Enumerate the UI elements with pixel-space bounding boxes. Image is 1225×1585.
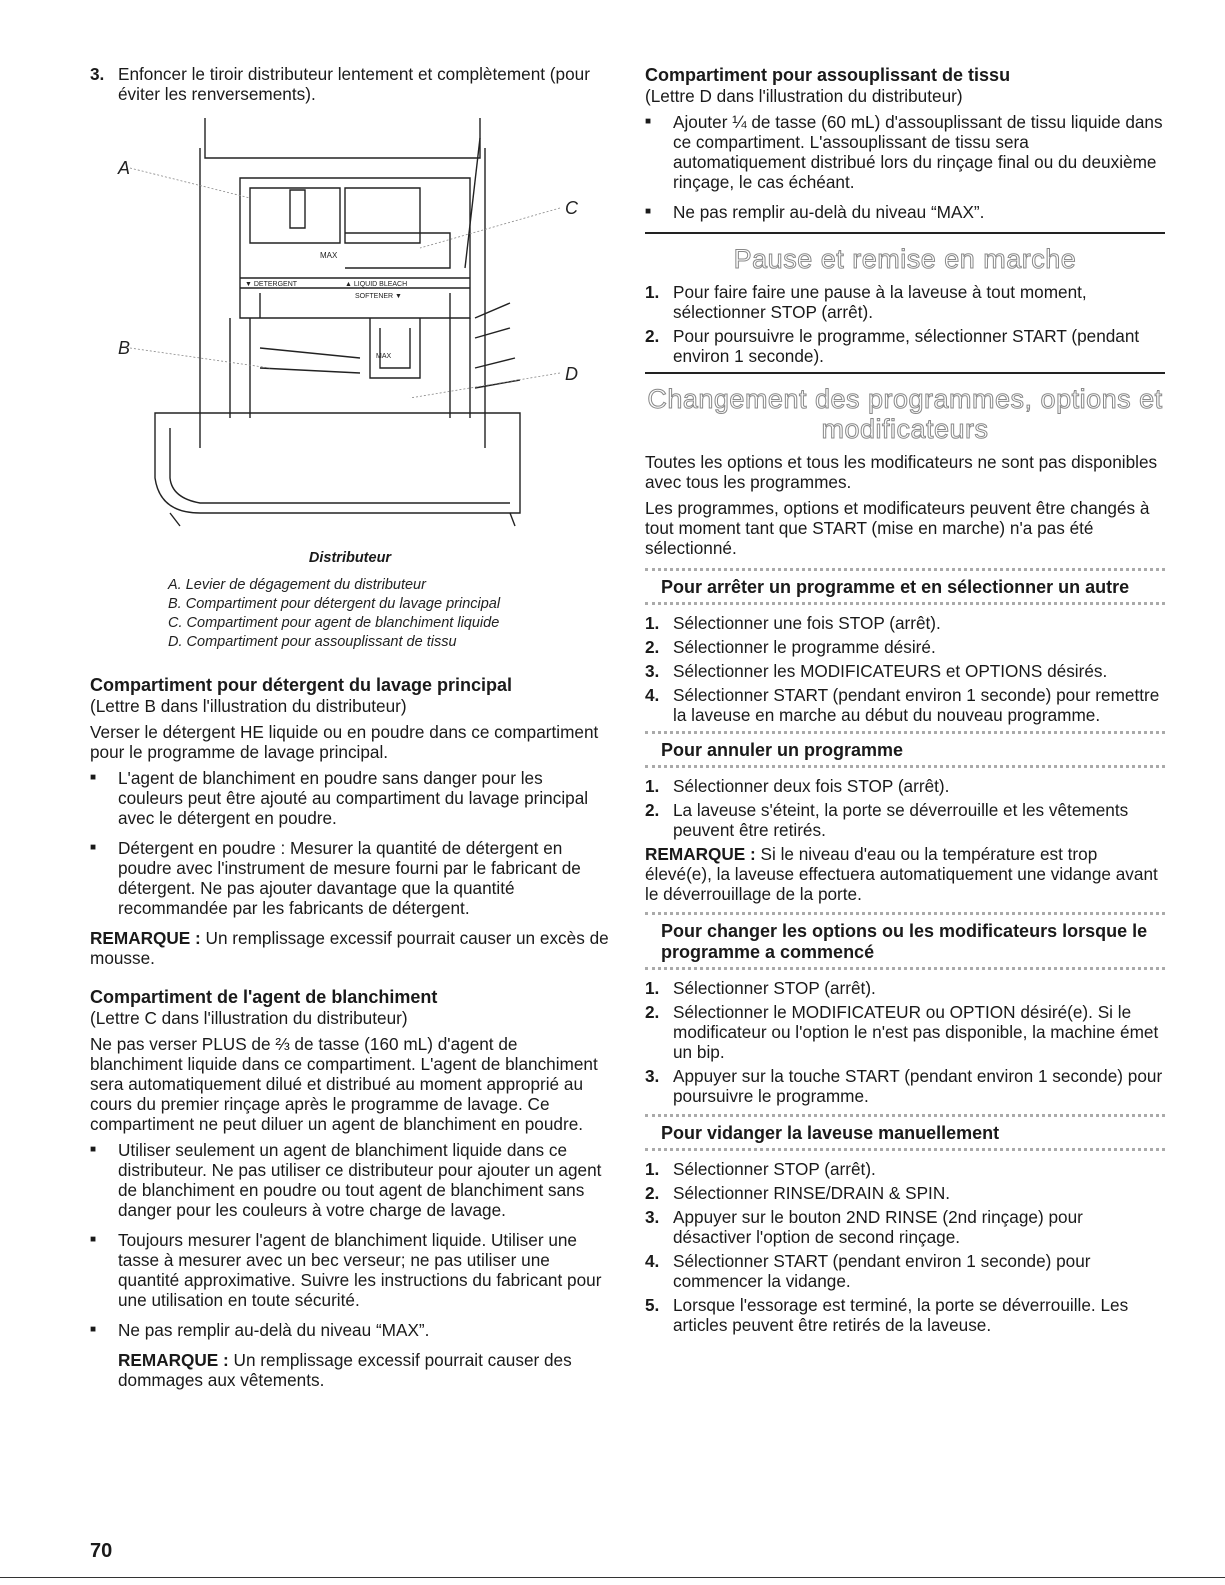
step: 4. Sélectionner START (pendant environ 1 seconde) pour commencer la vidange. <box>645 1251 1091 1291</box>
remark <box>90 928 610 968</box>
dotted-divider <box>645 731 1165 734</box>
subsection-heading-change-options: Pour changer les options ou les modificateurs lorsque le programme a commencé <box>661 921 1148 962</box>
subsection-heading-stop-select: Pour arrêter un programme et en sélectionner un autre <box>661 577 1130 597</box>
caption-item: B. Compartiment pour détergent du lavage principal <box>168 596 501 612</box>
bullet-list <box>90 1140 610 1340</box>
bullet-icon: ■ <box>90 772 97 783</box>
subsection-heading-cancel: Pour annuler un programme <box>661 740 904 760</box>
dispenser-figure <box>90 118 610 538</box>
remark-text: Si le niveau d'eau ou la température est trop élevé(e), la laveuse effectuera automatiquement une vidange avant le déverrouillage de la porte. <box>645 844 1158 904</box>
dotted-divider <box>645 602 1165 605</box>
callout-b: B <box>118 338 131 358</box>
drawer-softener-label: SOFTENER ▼ <box>355 293 402 300</box>
remark <box>645 844 1165 904</box>
remark <box>118 1350 610 1390</box>
bullet-icon: ■ <box>645 206 652 217</box>
divider <box>645 232 1165 234</box>
divider <box>645 372 1165 374</box>
step: 3. Sélectionner les MODIFICATEURS et OPTIONS désirés. <box>645 661 1108 681</box>
step: 1. Sélectionner deux fois STOP (arrêt). <box>645 776 950 796</box>
caption-item: D. Compartiment pour assouplissant de tissu <box>168 634 457 650</box>
step: 2. Sélectionner le programme désiré. <box>645 637 936 657</box>
step: 2. La laveuse s'éteint, la porte se déverrouille et les vêtements peuvent être retirés. <box>645 800 1129 840</box>
remark-text: Un remplissage excessif pourrait causer un excès de mousse. <box>90 928 609 968</box>
bullet-icon: ■ <box>90 1234 97 1245</box>
paragraph: Les programmes, options et modificateurs peuvent être changés à tout moment tant que START (mise en marche) n'a pas été sélectionné. <box>645 498 1150 558</box>
bullet-item: ■ Ne pas remplir au-delà du niveau “MAX”. <box>645 202 985 222</box>
step-number: 3. <box>90 64 105 84</box>
step: 1. Sélectionner une fois STOP (arrêt). <box>645 613 941 633</box>
dotted-divider <box>645 568 1165 571</box>
figure-caption-title: Distributeur <box>308 550 392 566</box>
drawer-max-label-2: MAX <box>376 353 392 360</box>
right-column <box>645 64 1165 1339</box>
step: 3. Appuyer sur le bouton 2ND RINSE (2nd rinçage) pour désactiver l'option de second rinçage. <box>645 1207 1083 1247</box>
drawer-bleach-label: ▲ LIQUID BLEACH <box>345 281 408 288</box>
caption-item: C. Compartiment pour agent de blanchiment liquide <box>168 615 500 631</box>
paragraph: Ne pas verser PLUS de ⅔ de tasse (160 mL) d'agent de blanchiment liquide dans ce compartiment. L'agent de blanchiment sera automatiquement dilué et distribué au moment approprié au cours du premier rinçage après le programme de lavage. Ce compartiment ne peut diluer un agent de blanchiment en poudre. <box>90 1034 598 1134</box>
step: 2. Sélectionner le MODIFICATEUR ou OPTION désiré(e). Si le modificateur ou l'option le n'est pas disponible, la machine émet un bip. <box>645 1002 1159 1062</box>
figure-caption-items <box>168 576 610 652</box>
bullet-icon: ■ <box>90 842 97 853</box>
dotted-divider <box>645 912 1165 915</box>
section-heading-bleach: Compartiment de l'agent de blanchiment <box>90 987 438 1007</box>
section-heading-softener: Compartiment pour assouplissant de tissu <box>645 65 1011 85</box>
bullet-icon: ■ <box>90 1144 97 1155</box>
section-title-change: Changement des programmes, options et modificateurs <box>647 384 1163 444</box>
bullet-item: ■ Toujours mesurer l'agent de blanchiment liquide. Utiliser une tasse à mesurer avec un bec verseur; ne pas utiliser une quantité approximative. Suivre les instructions du fabricant pour une utilisation en toute sécurité. <box>90 1230 602 1310</box>
page-number: 70 <box>90 1540 113 1562</box>
drawer-max-label: MAX <box>320 251 338 260</box>
drawer-detergent-label: ▼ DETERGENT <box>245 281 298 288</box>
step: 3. Appuyer sur la touche START (pendant environ 1 seconde) pour poursuivre le programme. <box>645 1066 1163 1106</box>
step: 5. Lorsque l'essorage est terminé, la porte se déverrouille. Les articles peuvent être retirés de la laveuse. <box>645 1295 1129 1335</box>
bullet-item: ■ Utiliser seulement un agent de blanchiment liquide dans ce distributeur. Ne pas utiliser ce distributeur pour ajouter un agent de blanchiment en poudre ou tout agent de blanchiment sans danger pour les couleurs à votre charge de lavage. <box>90 1140 602 1220</box>
step: 1. Sélectionner STOP (arrêt). <box>645 1159 876 1179</box>
bullet-item: ■ Ne pas remplir au-delà du niveau “MAX”. <box>90 1320 430 1340</box>
callout-c: C <box>565 198 578 218</box>
callout-d: D <box>565 364 578 384</box>
bullet-icon: ■ <box>90 1324 97 1335</box>
bullet-item: ■ L'agent de blanchiment en poudre sans danger pour les couleurs peut être ajouté au compartiment du lavage principal avec le détergent en poudre. <box>90 768 589 828</box>
remark-label: REMARQUE : <box>118 1350 229 1370</box>
step-text: Enfoncer le tiroir distributeur lentement et complètement (pour éviter les renversements). <box>118 64 590 104</box>
remark-text: Un remplissage excessif pourrait causer des dommages aux vêtements. <box>118 1350 572 1390</box>
dispenser-illustration <box>90 118 610 538</box>
remark-label: REMARQUE : <box>90 928 201 948</box>
bullet-list <box>90 768 610 918</box>
paragraph: Verser le détergent HE liquide ou en poudre dans ce compartiment pour le programme de lavage principal. <box>90 722 599 762</box>
left-column <box>90 64 610 1396</box>
step-3 <box>90 64 610 104</box>
bullet-item: ■ Détergent en poudre : Mesurer la quantité de détergent en poudre avec l'instrument de mesure fourni par le fabricant de détergent. Ne pas ajouter davantage que la quantité recommandée par les fabricants de détergent. <box>90 838 581 918</box>
section-subtitle: (Lettre B dans l'illustration du distributeur) <box>90 696 407 716</box>
step: 4. Sélectionner START (pendant environ 1 seconde) pour remettre la laveuse en marche au début du nouveau programme. <box>645 685 1160 725</box>
dotted-divider <box>645 1114 1165 1117</box>
caption-item: A. Levier de dégagement du distributeur <box>168 577 426 593</box>
step: 1. Sélectionner STOP (arrêt). <box>645 978 876 998</box>
paragraph: Toutes les options et tous les modificateurs ne sont pas disponibles avec tous les programmes. <box>645 452 1158 492</box>
subsection-heading-drain: Pour vidanger la laveuse manuellement <box>661 1123 1000 1143</box>
section-subtitle: (Lettre C dans l'illustration du distributeur) <box>90 1008 408 1028</box>
bullet-list <box>645 112 1165 222</box>
step: 2. Pour poursuivre le programme, sélectionner START (pendant environ 1 seconde). <box>645 326 1140 366</box>
bullet-item: ■ Ajouter ¼ de tasse (60 mL) d'assouplissant de tissu liquide dans ce compartiment. L'assouplissant de tissu sera automatiquement distribué lors du rinçage final ou du deuxième rinçage, le cas échéant. <box>645 112 1163 192</box>
dotted-divider <box>645 967 1165 970</box>
dotted-divider <box>645 1148 1165 1151</box>
step: 1. Pour faire faire une pause à la laveuse à tout moment, sélectionner STOP (arrêt). <box>645 282 1087 322</box>
remark-label: REMARQUE : <box>645 844 756 864</box>
step: 2. Sélectionner RINSE/DRAIN & SPIN. <box>645 1183 951 1203</box>
callout-a: A <box>118 158 131 178</box>
dotted-divider <box>645 765 1165 768</box>
bullet-icon: ■ <box>645 116 652 127</box>
section-subtitle: (Lettre D dans l'illustration du distributeur) <box>645 86 963 106</box>
section-title-pause: Pause et remise en marche <box>733 244 1077 274</box>
section-heading-main-detergent: Compartiment pour détergent du lavage principal <box>90 675 513 695</box>
bottom-rule <box>0 1577 1225 1578</box>
